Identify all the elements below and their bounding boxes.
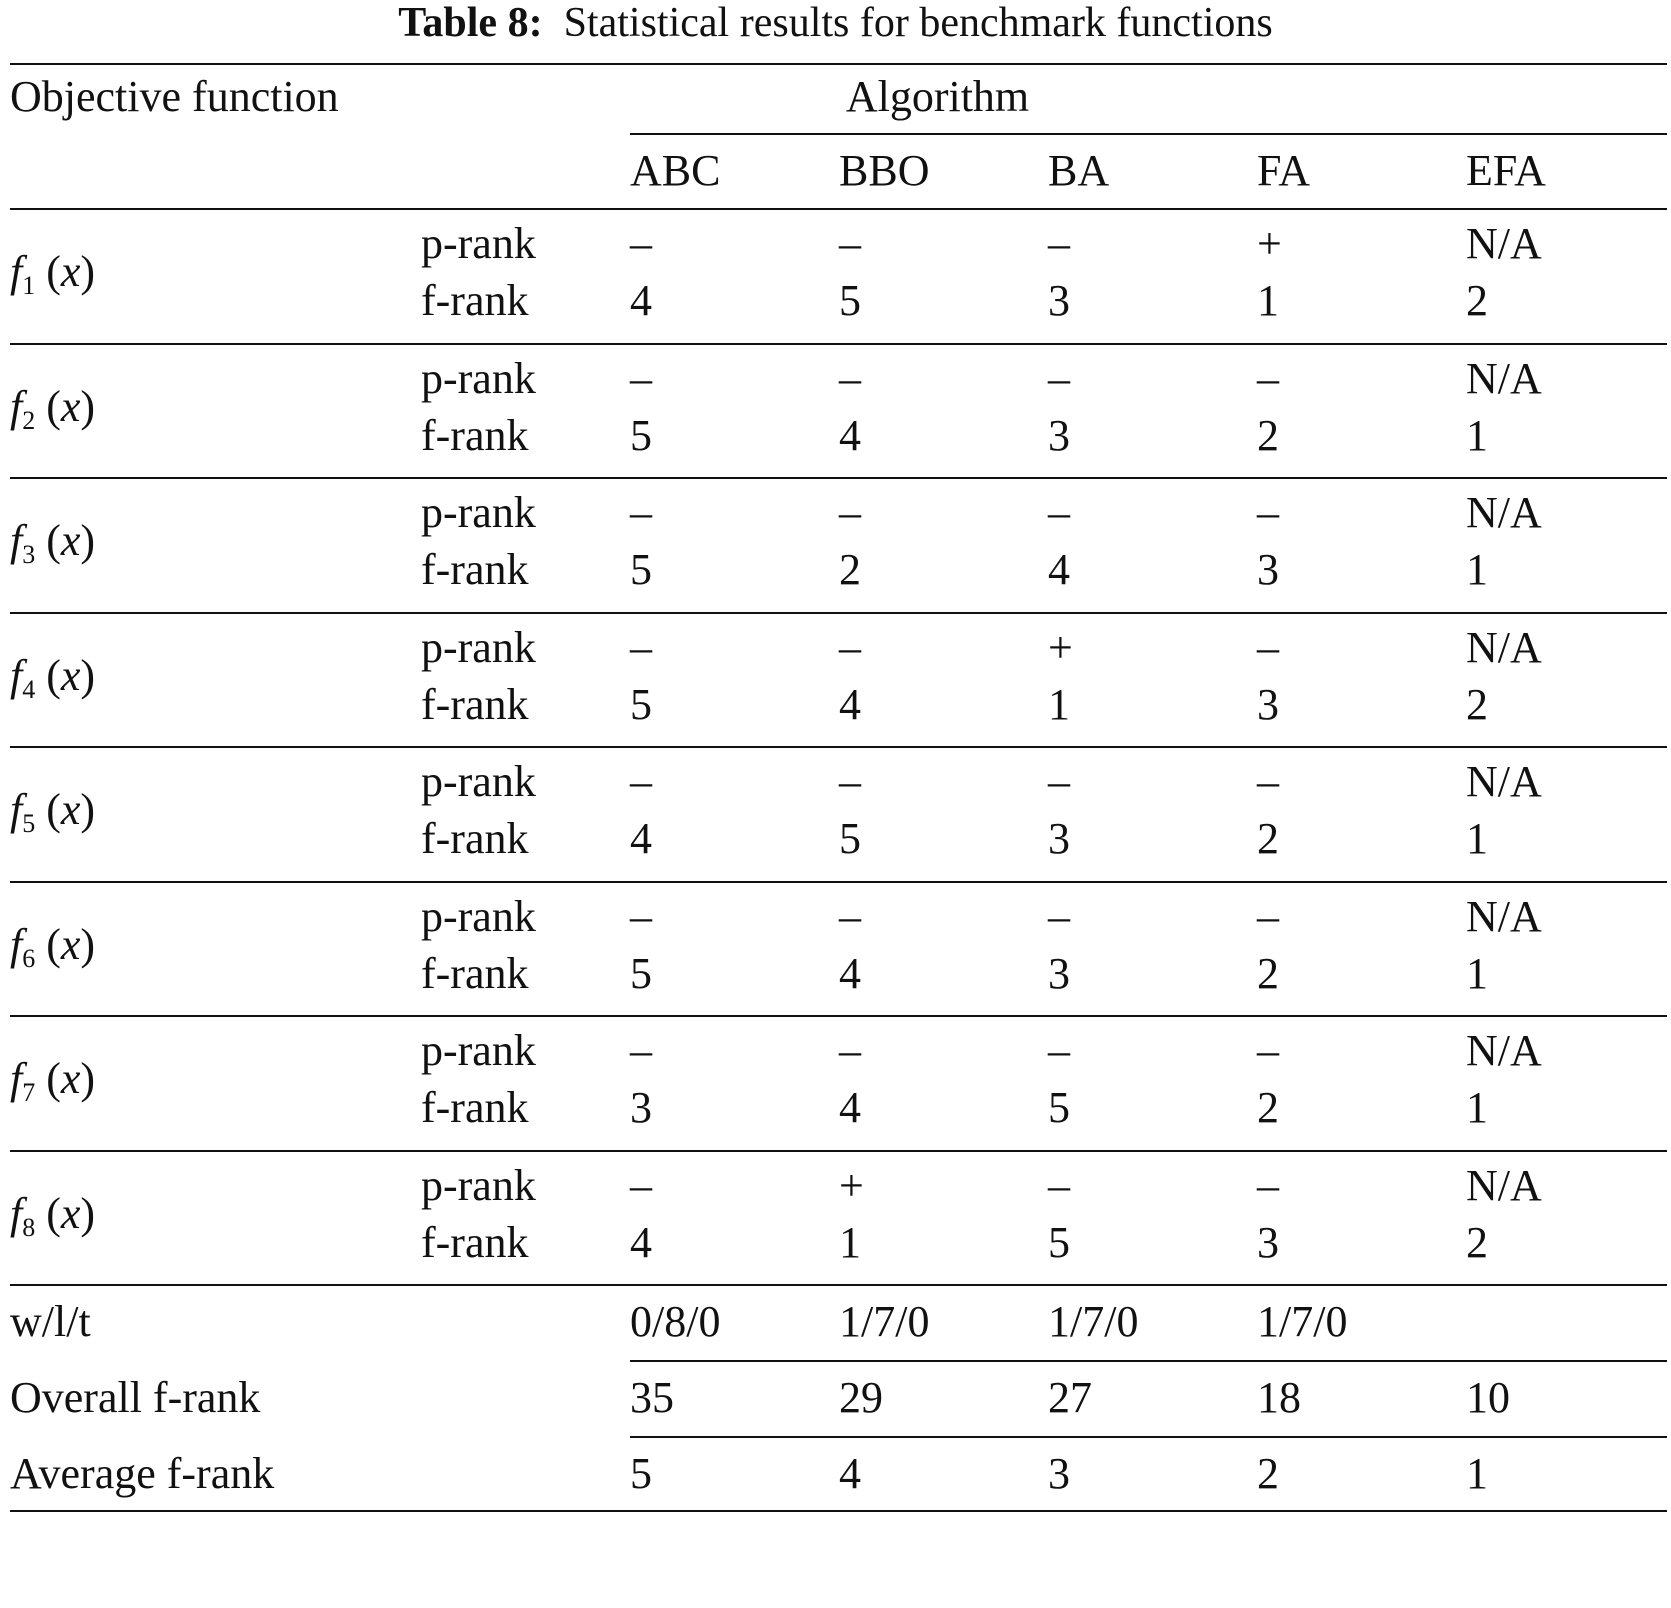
p-rank-cell-ba: –: [1048, 219, 1070, 268]
f-rank-cell-fa: 1: [1257, 276, 1279, 325]
summary-label: Overall f-rank: [10, 1373, 261, 1422]
p-rank-cell-ba: –: [1048, 1160, 1070, 1210]
row-separator: [10, 612, 1667, 614]
f-rank-cell-bbo: 2: [839, 545, 861, 594]
summary-cell-fa: 2: [1257, 1449, 1279, 1498]
summary-cell-ba: 1/7/0: [1048, 1297, 1139, 1346]
objective-function-label: $f_7$ (x): [10, 1054, 96, 1107]
function-argument: x: [60, 919, 81, 969]
f-rank-cell-fa: 2: [1257, 814, 1279, 863]
p-rank-cell-efa: N/A: [1466, 891, 1542, 941]
summary-cell-bbo: 1/7/0: [839, 1297, 930, 1346]
function-index: 2: [22, 405, 36, 435]
f-rank-cell-efa: 2: [1466, 276, 1488, 325]
summary-rule: [630, 1360, 1667, 1362]
p-rank-cell-ba: –: [1048, 488, 1070, 537]
p-rank-cell-efa: N/A: [1466, 622, 1542, 672]
top-rule: [10, 63, 1667, 65]
f-rank-cell-bbo: 5: [839, 814, 861, 863]
f-rank-cell-efa: 1: [1466, 545, 1488, 594]
function-argument: x: [60, 1054, 81, 1103]
objective-function-label: $f_2$ (x): [10, 381, 96, 435]
p-rank-cell-bbo: –: [839, 757, 861, 806]
f-rank-cell-fa: 2: [1257, 948, 1279, 998]
row-separator: [10, 1015, 1667, 1017]
p-rank-cell-ba: –: [1048, 353, 1070, 403]
p-rank-label: p-rank: [421, 757, 536, 806]
f-rank-cell-abc: 5: [630, 948, 652, 998]
p-rank-cell-fa: –: [1257, 622, 1279, 672]
table-caption: [0, 2, 1671, 44]
f-rank-cell-abc: 4: [630, 1217, 652, 1267]
f-rank-cell-abc: 5: [630, 410, 652, 460]
objective-function-label: $f_1$ (x): [10, 247, 96, 300]
p-rank-cell-fa: +: [1257, 219, 1282, 268]
f-rank-cell-ba: 3: [1048, 276, 1070, 325]
function-symbol: f: [10, 1054, 23, 1103]
p-rank-label: p-rank: [421, 219, 536, 268]
p-rank-cell-fa: –: [1257, 1026, 1279, 1075]
f-rank-cell-abc: 4: [630, 814, 652, 863]
header-bottom-rule: [10, 208, 1667, 210]
objective-function-label: $f_4$ (x): [10, 650, 96, 704]
function-index: 4: [22, 674, 36, 704]
p-rank-cell-efa: N/A: [1466, 1160, 1542, 1210]
f-rank-label: f-rank: [421, 410, 529, 460]
function-index: 7: [22, 1078, 36, 1107]
f-rank-cell-ba: 3: [1048, 948, 1070, 998]
p-rank-label: p-rank: [421, 1160, 536, 1210]
p-rank-cell-ba: –: [1048, 757, 1070, 806]
function-index: 6: [22, 943, 36, 973]
function-index: 1: [22, 271, 36, 300]
summary-cell-abc: 5: [630, 1449, 652, 1498]
f-rank-cell-bbo: 4: [839, 679, 861, 729]
function-symbol: f: [10, 247, 23, 296]
p-rank-cell-abc: –: [630, 219, 652, 268]
function-symbol: f: [10, 650, 23, 700]
p-rank-cell-bbo: –: [839, 891, 861, 941]
objective-function-label: $f_8$ (x): [10, 1188, 96, 1242]
f-rank-label: f-rank: [421, 1083, 529, 1132]
objective-function-label: $f_5$ (x): [10, 785, 96, 838]
f-rank-cell-fa: 2: [1257, 1083, 1279, 1132]
f-rank-cell-abc: 4: [630, 276, 652, 325]
row-separator: [10, 1284, 1667, 1286]
p-rank-cell-ba: +: [1048, 622, 1073, 672]
summary-cell-fa: 1/7/0: [1257, 1297, 1348, 1346]
f-rank-cell-efa: 1: [1466, 948, 1488, 998]
p-rank-cell-abc: –: [630, 1026, 652, 1075]
summary-cell-ba: 27: [1048, 1373, 1092, 1422]
objective-function-label: $f_6$ (x): [10, 919, 96, 973]
p-rank-label: p-rank: [421, 891, 536, 941]
summary-cell-efa: 10: [1466, 1373, 1510, 1422]
p-rank-cell-abc: –: [630, 1160, 652, 1210]
p-rank-cell-fa: –: [1257, 1160, 1279, 1210]
f-rank-label: f-rank: [421, 948, 529, 998]
bottom-rule: [10, 1510, 1667, 1512]
p-rank-label: p-rank: [421, 1026, 536, 1075]
summary-cell-efa: 1: [1466, 1449, 1488, 1498]
f-rank-label: f-rank: [421, 814, 529, 863]
f-rank-cell-fa: 2: [1257, 410, 1279, 460]
column-header-abc: ABC: [630, 146, 721, 195]
p-rank-cell-efa: N/A: [1466, 757, 1542, 806]
function-argument: x: [60, 785, 81, 834]
f-rank-cell-fa: 3: [1257, 679, 1279, 729]
p-rank-cell-efa: N/A: [1466, 219, 1542, 268]
f-rank-cell-bbo: 1: [839, 1217, 861, 1267]
function-argument: x: [60, 381, 81, 431]
f-rank-cell-efa: 1: [1466, 410, 1488, 460]
column-header-efa: EFA: [1466, 146, 1546, 195]
column-header-fa: FA: [1257, 146, 1310, 195]
function-argument: x: [60, 1188, 81, 1238]
f-rank-cell-ba: 5: [1048, 1083, 1070, 1132]
f-rank-cell-ba: 3: [1048, 410, 1070, 460]
p-rank-cell-ba: –: [1048, 1026, 1070, 1075]
header-objective-function: Objective function: [10, 72, 339, 121]
row-separator: [10, 343, 1667, 345]
row-separator: [10, 746, 1667, 748]
function-symbol: f: [10, 516, 23, 565]
function-index: 8: [22, 1212, 36, 1242]
f-rank-label: f-rank: [421, 679, 529, 729]
f-rank-cell-efa: 2: [1466, 1217, 1488, 1267]
f-rank-label: f-rank: [421, 1217, 529, 1267]
f-rank-label: f-rank: [421, 545, 529, 594]
f-rank-cell-fa: 3: [1257, 1217, 1279, 1267]
summary-label: Average f-rank: [10, 1449, 275, 1498]
f-rank-cell-abc: 3: [630, 1083, 652, 1132]
f-rank-cell-efa: 1: [1466, 814, 1488, 863]
function-index: 5: [22, 809, 36, 838]
header-algorithm: Algorithm: [845, 72, 1030, 121]
p-rank-cell-abc: –: [630, 757, 652, 806]
objective-function-label: $f_3$ (x): [10, 516, 96, 569]
summary-cell-abc: 0/8/0: [630, 1297, 721, 1346]
p-rank-cell-fa: –: [1257, 488, 1279, 537]
p-rank-cell-bbo: –: [839, 219, 861, 268]
f-rank-cell-fa: 3: [1257, 545, 1279, 594]
summary-cell-bbo: 29: [839, 1373, 883, 1422]
p-rank-cell-abc: –: [630, 891, 652, 941]
function-index: 3: [22, 540, 36, 569]
f-rank-cell-efa: 2: [1466, 679, 1488, 729]
f-rank-cell-abc: 5: [630, 545, 652, 594]
f-rank-cell-efa: 1: [1466, 1083, 1488, 1132]
f-rank-cell-ba: 1: [1048, 679, 1070, 729]
p-rank-cell-bbo: –: [839, 622, 861, 672]
summary-cell-abc: 35: [630, 1373, 674, 1422]
column-header-ba: BA: [1048, 146, 1110, 195]
p-rank-cell-efa: N/A: [1466, 488, 1542, 537]
p-rank-cell-bbo: –: [839, 353, 861, 403]
p-rank-cell-abc: –: [630, 488, 652, 537]
row-separator: [10, 477, 1667, 479]
f-rank-label: f-rank: [421, 276, 529, 325]
table-caption-text: Statistical results for benchmark functions: [563, 0, 1273, 46]
algorithm-rule: [630, 133, 1667, 135]
p-rank-label: p-rank: [421, 488, 536, 537]
row-separator: [10, 1150, 1667, 1152]
p-rank-cell-fa: –: [1257, 353, 1279, 403]
f-rank-cell-ba: 3: [1048, 814, 1070, 863]
f-rank-cell-abc: 5: [630, 679, 652, 729]
summary-label: w/l/t: [10, 1297, 91, 1346]
f-rank-cell-bbo: 4: [839, 410, 861, 460]
p-rank-cell-bbo: +: [839, 1160, 864, 1210]
p-rank-cell-ba: –: [1048, 891, 1070, 941]
row-separator: [10, 881, 1667, 883]
table-caption-label: Table 8:: [398, 0, 543, 46]
summary-rule: [630, 1436, 1667, 1438]
p-rank-cell-abc: –: [630, 622, 652, 672]
function-symbol: f: [10, 1188, 23, 1238]
f-rank-cell-bbo: 4: [839, 948, 861, 998]
p-rank-label: p-rank: [421, 353, 536, 403]
summary-cell-ba: 3: [1048, 1449, 1070, 1498]
p-rank-cell-fa: –: [1257, 757, 1279, 806]
function-argument: x: [60, 247, 81, 296]
f-rank-cell-ba: 4: [1048, 545, 1070, 594]
p-rank-label: p-rank: [421, 622, 536, 672]
summary-cell-bbo: 4: [839, 1449, 861, 1498]
function-argument: x: [60, 650, 81, 700]
p-rank-cell-fa: –: [1257, 891, 1279, 941]
summary-cell-fa: 18: [1257, 1373, 1301, 1422]
function-symbol: f: [10, 381, 23, 431]
function-argument: x: [60, 516, 81, 565]
p-rank-cell-bbo: –: [839, 1026, 861, 1075]
p-rank-cell-efa: N/A: [1466, 353, 1542, 403]
function-symbol: f: [10, 919, 23, 969]
f-rank-cell-bbo: 5: [839, 276, 861, 325]
function-symbol: f: [10, 785, 23, 834]
f-rank-cell-ba: 5: [1048, 1217, 1070, 1267]
p-rank-cell-abc: –: [630, 353, 652, 403]
p-rank-cell-efa: N/A: [1466, 1026, 1542, 1075]
column-header-bbo: BBO: [839, 146, 930, 195]
p-rank-cell-bbo: –: [839, 488, 861, 537]
f-rank-cell-bbo: 4: [839, 1083, 861, 1132]
